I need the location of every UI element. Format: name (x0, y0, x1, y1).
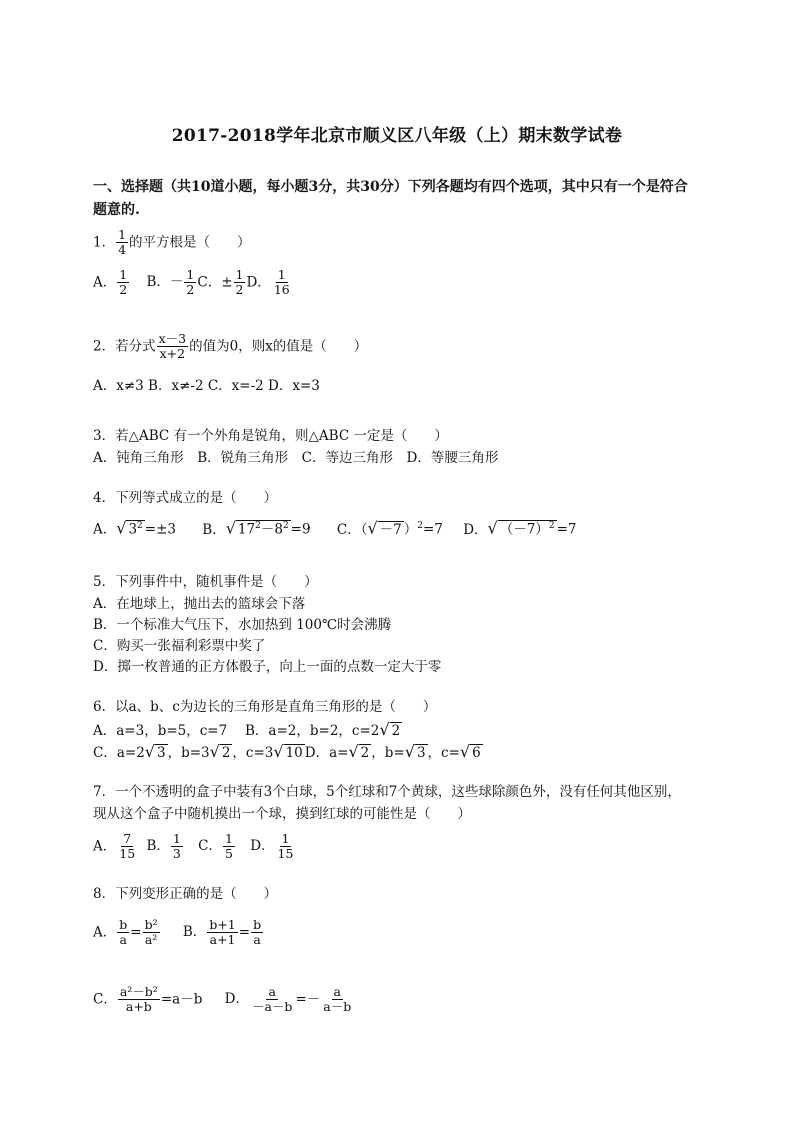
question-7-stem-cont: 现从这个盒子中随机摸出一个球，摸到红球的可能性是（ ） (93, 806, 471, 822)
question-8-options-ab: A． $\frac{b}{a}$ = $\frac{\text{b²}}{\text{a²}}$ B． $\frac{b+1}{a+1}$ = $\frac{b}{a}$ (93, 917, 262, 948)
question-6-stem: 6．以a、b、c为边长的三角形是直角三角形的是（ ） (93, 699, 437, 715)
section-heading-cont: 题意的. (93, 202, 140, 218)
question-4-options: A．√ $3^2 =\pm 3$ B．√ $17^2-8^2 =9$ C．（√ －7 ）$^2$=7 D．√ $(-7)^2 =7$ (93, 518, 577, 538)
page-title: 2017-2018学年北京市顺义区八年级（上）期末数学试卷 (171, 126, 623, 146)
question-5-option-a: A．在地球上，抛出去的篮球会下落 (93, 596, 306, 612)
question-7-stem: 7．一个不透明的盒子中装有3个白球，5个红球和7个黄球，这些球除颜色外，没有任何其他区别， (93, 784, 681, 800)
question-2-options: A．x≠3 B．x≠-2 C．x=-2 D．x=3 (93, 378, 320, 394)
question-1-stem: 1． $\frac{1}{4}$ 的平方根是（ ） (93, 227, 251, 258)
question-5-option-c: C．购买一张福利彩票中奖了 (93, 638, 266, 654)
question-1-options: A． $\frac{1}{2}$ B．－ $\frac{1}{2}$ C．± $\frac{1}{2}$ D． $\frac{1}{16}$ (93, 267, 290, 298)
question-6-options-cd: C．a=2√ 3 ，b=3√ 2 ，c=3√ 10 D．a=√ 2 ，b=√ 3 ，c=√ 6 (93, 742, 481, 761)
question-7-options: A． $\frac{7}{15}$ B． $\frac{1}{3}$ C． $\frac{1}{5}$ D． $\frac{1}{15}$ (93, 831, 294, 862)
question-4-stem: 4．下列等式成立的是（ ） (93, 490, 278, 506)
question-8-options-cd: C． $\frac{\text{a²－b²}}{a+b}$ =a－b D． $\frac{a}{-a-b}$ =－ $\frac{a}{a-b}$ (93, 984, 352, 1015)
question-8-stem: 8．下列变形正确的是（ ） (93, 886, 278, 902)
question-2-stem: 2．若分式 $\frac{x-3}{x+2}$ 的值为0，则x的值是（ ） (93, 331, 368, 362)
question-5-stem: 5．下列事件中，随机事件是（ ） (93, 574, 318, 590)
question-3-options: A．钝角三角形 B．锐角三角形 C．等边三角形 D．等腰三角形 (93, 450, 499, 466)
question-6-options-ab: A．a=3，b=5，c=7 B．a=2，b=2，c=2√ 2 (93, 720, 401, 739)
question-5-option-b: B．一个标准大气压下，水加热到 100℃时会沸腾 (93, 617, 392, 633)
section-heading: 一、选择题（共10道小题，每小题3分，共30分）下列各题均有四个选项，其中只有一个是符合 (93, 179, 688, 195)
question-5-option-d: D．掷一枚普通的正方体骰子，向上一面的点数一定大于零 (93, 659, 442, 675)
question-3-stem: 3．若△ABC 有一个外角是锐角，则△ABC 一定是（ ） (93, 428, 448, 444)
